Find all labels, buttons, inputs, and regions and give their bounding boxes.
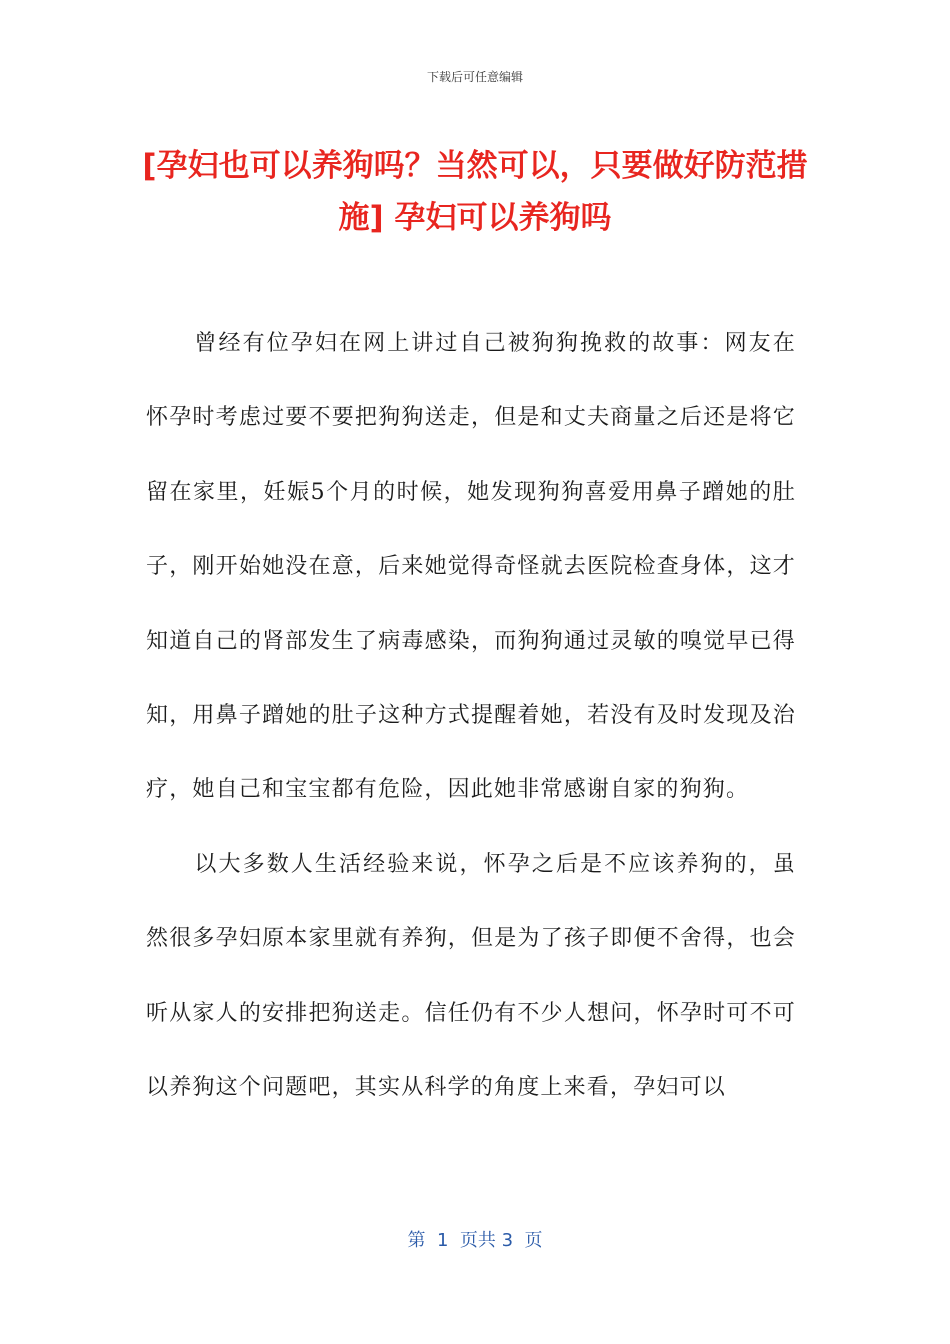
document-body: [146, 307, 796, 1125]
page-number: 第 1 页共 3 页: [407, 1230, 543, 1251]
header-note: 下载后可任意编辑: [426, 70, 523, 84]
paragraph: 曾经有位孕妇在网上讲过自己被狗狗挽救的故事：网友在怀孕时考虑过要不要把狗狗送走，但是和丈夫商量之后还是将它留在家里，妊娠5个月的时候，她发现狗狗喜爱用鼻子蹭她的肚子，刚开始她没在意，后来她觉得奇怪就去医院检查身体，这才知道自己的肾部发生了病毒感染，而狗狗通过灵敏的嗅觉早已得知，用鼻子蹭她的肚子这种方式提醒着她，若没有及时发现及治疗，她自己和宝宝都有危险，因此她非常感谢自家的狗狗。: [146, 331, 796, 803]
paragraph: 以大多数人生活经验来说，怀孕之后是不应该养狗的，虽然很多孕妇原本家里就有养狗，但是为了孩子即便不舍得，也会听从家人的安排把狗送走。信任仍有不少人想问，怀孕时可不可以养狗这个问题吧，其实从科学的角度上来看，孕妇可以: [146, 851, 796, 1101]
document-title: [孕妇也可以养狗吗？当然可以，只要做好防范措施] 孕妇可以养狗吗: [142, 148, 808, 236]
